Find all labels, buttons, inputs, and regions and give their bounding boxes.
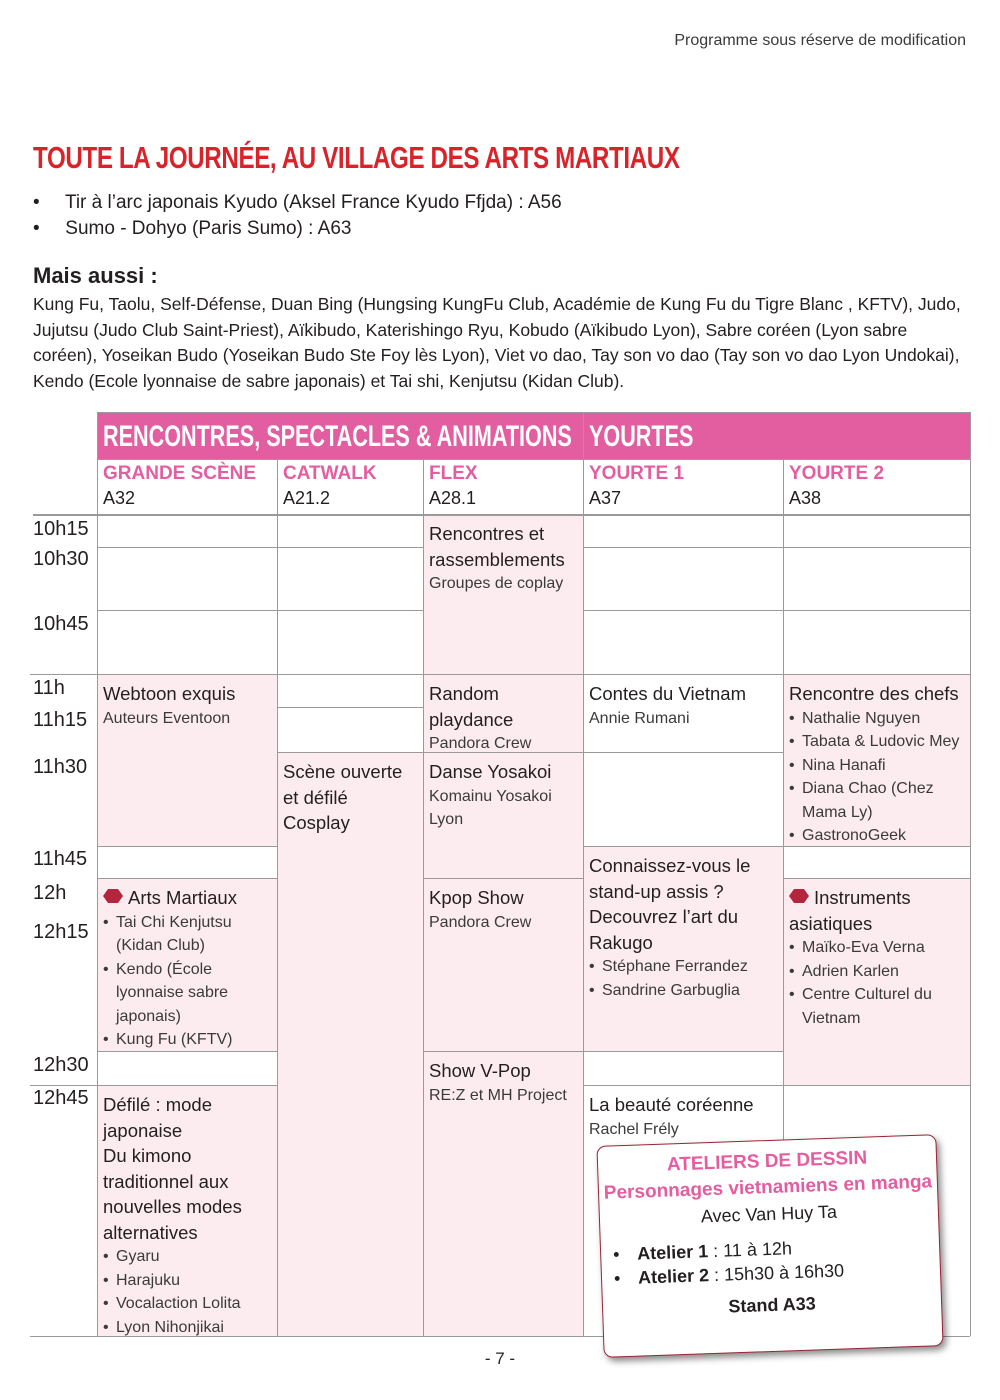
column-name: FLEX xyxy=(429,463,478,484)
grid-line xyxy=(423,610,424,674)
grid-line xyxy=(277,1085,278,1336)
empty-slot xyxy=(783,846,970,878)
grid-line xyxy=(33,514,970,516)
grid-line xyxy=(783,547,970,548)
group-header-label: RENCONTRES, SPECTACLES & ANIMATIONS xyxy=(103,420,572,453)
grid-line xyxy=(277,1051,278,1085)
grid-line xyxy=(783,1051,784,1085)
empty-slot xyxy=(783,610,970,674)
grid-line xyxy=(423,878,583,879)
grid-line xyxy=(583,674,783,675)
grid-line xyxy=(423,912,424,1051)
grid-line xyxy=(970,1051,971,1085)
group-header-yourtes xyxy=(583,412,970,459)
empty-slot xyxy=(97,610,277,674)
list-item: • Lyon Nihonjikai xyxy=(103,1316,271,1337)
item-name: Sumo - Dohyo xyxy=(65,218,187,239)
event-title: Connaissez-vous le stand-up assis ? xyxy=(589,855,751,902)
grid-line xyxy=(277,547,278,610)
event-participants xyxy=(789,936,964,1030)
session-time: : 11 à 12h xyxy=(707,1238,793,1262)
empty-slot xyxy=(583,752,783,846)
grid-line xyxy=(97,547,277,548)
grid-line xyxy=(970,912,971,1051)
grid-line xyxy=(423,752,583,753)
grid-line xyxy=(583,514,584,547)
grid-line xyxy=(783,912,784,1051)
workshop-title: ATELIERS DE DESSIN xyxy=(666,1147,868,1176)
grid-line xyxy=(277,674,423,675)
event-cell xyxy=(423,514,583,674)
hexagon-icon xyxy=(103,889,123,903)
session-name: Atelier 1 xyxy=(636,1241,709,1264)
event-cell xyxy=(97,1085,277,1336)
grid-line xyxy=(423,1051,424,1085)
grid-line xyxy=(277,610,278,674)
group-header-label: YOURTES xyxy=(589,420,694,453)
workshop-stand: Stand A33 xyxy=(728,1293,817,1317)
item-detail: (Aksel France Kyudo Ffjda) : A56 xyxy=(282,192,562,213)
grid-line xyxy=(277,547,423,548)
grid-line xyxy=(30,674,97,675)
time-label: 11h15 xyxy=(33,709,88,731)
grid-line xyxy=(583,707,584,752)
grid-line xyxy=(583,674,584,707)
grid-line xyxy=(970,514,971,547)
grid-line xyxy=(277,514,278,547)
event-subtitle: Annie Rumani xyxy=(589,709,690,727)
grid-line xyxy=(783,610,784,674)
empty-slot xyxy=(583,514,783,547)
grid-line xyxy=(423,514,424,547)
grid-line xyxy=(783,1085,970,1086)
grid-line xyxy=(423,459,424,514)
event-participants xyxy=(589,955,777,1002)
grid-line xyxy=(423,1051,583,1052)
item-detail: (Paris Sumo) : A63 xyxy=(192,218,352,239)
event-cell xyxy=(583,846,783,1051)
time-label: 11h30 xyxy=(33,756,88,778)
grid-line xyxy=(97,674,277,675)
event-participants xyxy=(789,707,964,847)
event-subtitle: Pandora Crew xyxy=(429,735,532,752)
event-subtitle: Auteurs Eventoon xyxy=(103,709,231,727)
empty-slot xyxy=(97,846,277,878)
grid-line xyxy=(970,1085,971,1336)
time-label: 10h30 xyxy=(33,548,89,570)
grid-line xyxy=(783,514,784,547)
event-title: Contes du Vietnam xyxy=(589,683,747,704)
list-item: • Tabata & Ludovic Mey xyxy=(789,730,964,754)
event-participants xyxy=(103,1245,271,1336)
grid-line xyxy=(97,846,277,847)
column-header xyxy=(783,459,970,514)
event-title: Scène ouverte et défilé Cosplay xyxy=(283,761,403,833)
empty-slot xyxy=(97,1051,277,1085)
event-cell xyxy=(783,674,970,846)
grid-line xyxy=(97,878,277,879)
grid-line xyxy=(970,707,971,752)
grid-line xyxy=(97,1051,277,1052)
time-label: 12h xyxy=(33,882,67,904)
event-participants xyxy=(103,911,271,1052)
grid-line xyxy=(277,752,278,846)
grid-line xyxy=(783,752,784,846)
grid-line xyxy=(423,674,583,675)
grid-line xyxy=(277,707,278,752)
event-cell xyxy=(423,1051,583,1336)
grid-line xyxy=(97,610,277,611)
grid-line xyxy=(30,1085,97,1086)
grid-line xyxy=(583,610,584,674)
grid-line xyxy=(583,1085,783,1086)
empty-slot xyxy=(97,514,277,547)
grid-line xyxy=(583,547,584,610)
column-header xyxy=(277,459,423,514)
grid-line xyxy=(583,459,584,514)
grid-line xyxy=(277,878,278,912)
empty-slot xyxy=(277,707,423,752)
workshop-host: Avec Van Huy Ta xyxy=(700,1201,838,1227)
event-cell xyxy=(423,752,583,878)
empty-slot xyxy=(583,1051,783,1085)
event-cell xyxy=(783,878,970,1085)
time-label: 11h45 xyxy=(33,848,88,870)
grid-line xyxy=(277,846,278,878)
item-name: Tir à l’arc japonais Kyudo xyxy=(64,192,278,213)
event-title: Défilé : mode japonaise xyxy=(103,1094,212,1141)
grid-line xyxy=(970,846,971,878)
disclaimer: Programme sous réserve de modification xyxy=(674,32,966,49)
grid-line xyxy=(423,846,424,878)
also-text: Kung Fu, Taolu, Self-Défense, Duan Bing (Hungsing KungFu Club, Académie de Kung Fu du Tigre Blanc , KFTV), Judo, Jujutsu (Judo Club Saint-Priest), Aïkibudo, Katerishingo Ryu, Kobudo (Aïkibudo Lyon), Sabre coréen (Lyon sabre coréen), Yoseikan Budo (Yoseikan Budo Ste Foy lès Lyon), Viet vo dao, Tay son vo dao (Tay son vo dao Lyon Undokai), Kendo (Ecole lyonnaise de sabre japonais) et Tai shi, Kenjutsu (Kidan Club). xyxy=(33,294,961,391)
event-title: Rencontres et rassemblements xyxy=(429,523,565,570)
event-title: Rencontre des chefs xyxy=(789,683,959,704)
grid-line xyxy=(583,752,584,846)
grid-line xyxy=(583,878,584,912)
grid-line xyxy=(783,610,970,611)
grid-line xyxy=(970,878,971,912)
grid-line xyxy=(97,459,970,460)
event-title: Webtoon exquis xyxy=(103,683,236,704)
empty-slot xyxy=(783,514,970,547)
column-name: GRANDE SCÈNE xyxy=(103,463,257,484)
column-name: YOURTE 1 xyxy=(589,463,685,484)
event-cell xyxy=(277,752,423,1336)
empty-slot xyxy=(783,547,970,610)
event-description: Decouvrez l’art du Rakugo xyxy=(589,906,739,953)
event-cell xyxy=(97,878,277,1051)
grid-line xyxy=(970,752,971,846)
event-subtitle: RE:Z et MH Project xyxy=(429,1086,567,1104)
list-item: • Adrien Karlen xyxy=(789,960,964,984)
list-item: • Harajuku xyxy=(103,1269,271,1293)
grid-line xyxy=(783,707,784,752)
empty-slot xyxy=(277,514,423,547)
list-item: • Vocalaction Lolita xyxy=(103,1292,271,1316)
empty-slot xyxy=(583,547,783,610)
event-subtitle: Rachel Frély xyxy=(589,1120,679,1138)
grid-line xyxy=(783,846,784,878)
event-title: La beauté coréenne xyxy=(589,1094,754,1115)
list-item: • Stéphane Ferrandez xyxy=(589,955,777,979)
page-number: - 7 - xyxy=(484,1349,516,1368)
grid-line xyxy=(277,459,278,514)
grid-line xyxy=(423,547,424,610)
grid-line xyxy=(277,752,423,753)
grid-line xyxy=(423,752,424,846)
grid-line xyxy=(783,459,784,514)
event-cell xyxy=(423,674,583,752)
empty-slot xyxy=(277,610,423,674)
grid-line xyxy=(783,674,784,707)
event-title: Instruments asiatiques xyxy=(789,887,911,934)
workshop-subtitle: Personnages vietnamiens en manga xyxy=(603,1171,933,1204)
grid-line xyxy=(277,912,278,1051)
event-title: Show V-Pop xyxy=(429,1060,531,1081)
time-label: 11h xyxy=(33,677,65,699)
column-name: YOURTE 2 xyxy=(789,463,885,484)
time-label: 10h15 xyxy=(33,518,89,540)
grid-line xyxy=(583,846,584,878)
grid-line xyxy=(970,674,971,707)
grid-line xyxy=(423,707,424,752)
grid-line xyxy=(583,752,783,753)
list-item: • Kendo (École lyonnaise sabre japonais) xyxy=(103,958,271,1029)
grid-line xyxy=(277,674,278,707)
event-cell xyxy=(423,878,583,1051)
grid-line xyxy=(783,846,970,847)
session-time: : 15h30 à 16h30 xyxy=(708,1260,845,1286)
event-subtitle: Komainu Yosakoi Lyon xyxy=(429,787,552,828)
column-name: CATWALK xyxy=(283,463,377,484)
grid-line xyxy=(583,846,783,847)
column-code: A21.2 xyxy=(283,488,331,508)
session-name: Atelier 2 xyxy=(637,1265,710,1288)
time-label: 12h45 xyxy=(33,1087,89,1109)
empty-slot xyxy=(277,674,423,707)
list-item: • GastronoGeek xyxy=(789,824,964,846)
also-title: Mais aussi : xyxy=(33,263,158,288)
list-item: • Sandrine Garbuglia xyxy=(589,979,777,1003)
grid-line xyxy=(583,547,783,548)
list-item: • Maïko-Eva Verna xyxy=(789,936,964,960)
column-header xyxy=(583,459,783,514)
list-item: • Centre Culturel du Vietnam xyxy=(789,983,964,1030)
grid-line xyxy=(277,610,423,611)
event-cell xyxy=(97,674,277,846)
event-title: Arts Martiaux xyxy=(103,885,271,911)
grid-line xyxy=(97,412,970,413)
grid-line xyxy=(583,610,783,611)
column-code: A28.1 xyxy=(429,488,477,508)
list-item: • Diana Chao (Chez Mama Ly) xyxy=(789,777,964,824)
grid-line xyxy=(423,878,424,912)
grid-line xyxy=(97,412,98,1336)
list-item: • Tai Chi Kenjutsu (Kidan Club) xyxy=(103,911,271,958)
event-subtitle: Groupes de coplay xyxy=(429,575,564,592)
event-title: Kpop Show xyxy=(429,887,524,908)
column-code: A38 xyxy=(789,488,822,508)
grid-line xyxy=(423,674,424,707)
group-header-rencontres xyxy=(97,412,583,459)
grid-line xyxy=(277,707,423,708)
grid-line xyxy=(783,878,784,912)
event-title: Danse Yosakoi xyxy=(429,761,552,782)
event-subtitle: Pandora Crew xyxy=(429,913,532,931)
grid-line xyxy=(783,547,784,610)
grid-line xyxy=(583,912,584,1051)
empty-slot xyxy=(97,547,277,610)
hexagon-icon xyxy=(789,889,809,903)
list-item: • Nina Hanafi xyxy=(789,754,964,778)
list-item: • Nathalie Nguyen xyxy=(789,707,964,731)
section-title: TOUTE LA JOURNÉE, AU VILLAGE DES ARTS MARTIAUX xyxy=(33,140,680,175)
column-code: A37 xyxy=(589,488,622,508)
grid-line xyxy=(97,1085,277,1086)
empty-slot xyxy=(583,610,783,674)
column-header xyxy=(423,459,583,514)
grid-line xyxy=(970,547,971,610)
empty-slot xyxy=(277,547,423,610)
list-item: • Kung Fu (KFTV) xyxy=(103,1028,271,1051)
grid-line xyxy=(783,878,970,879)
grid-line xyxy=(583,1051,584,1085)
grid-line xyxy=(423,1085,424,1336)
grid-line xyxy=(583,1051,783,1052)
event-cell xyxy=(583,674,783,752)
event-description: Du kimono traditionnel aux nouvelles modes alternatives xyxy=(103,1145,242,1243)
list-item: • Gyaru xyxy=(103,1245,271,1269)
event-title: Random playdance xyxy=(429,683,514,730)
time-label: 10h45 xyxy=(33,613,89,635)
column-header xyxy=(97,459,277,514)
time-label: 12h30 xyxy=(33,1054,89,1076)
grid-line xyxy=(970,610,971,674)
workshop-sessions xyxy=(613,1231,940,1290)
grid-line xyxy=(783,674,970,675)
grid-line xyxy=(583,1085,584,1336)
workshop-card xyxy=(596,1134,943,1358)
column-code: A32 xyxy=(103,488,136,508)
time-label: 12h15 xyxy=(33,921,89,943)
